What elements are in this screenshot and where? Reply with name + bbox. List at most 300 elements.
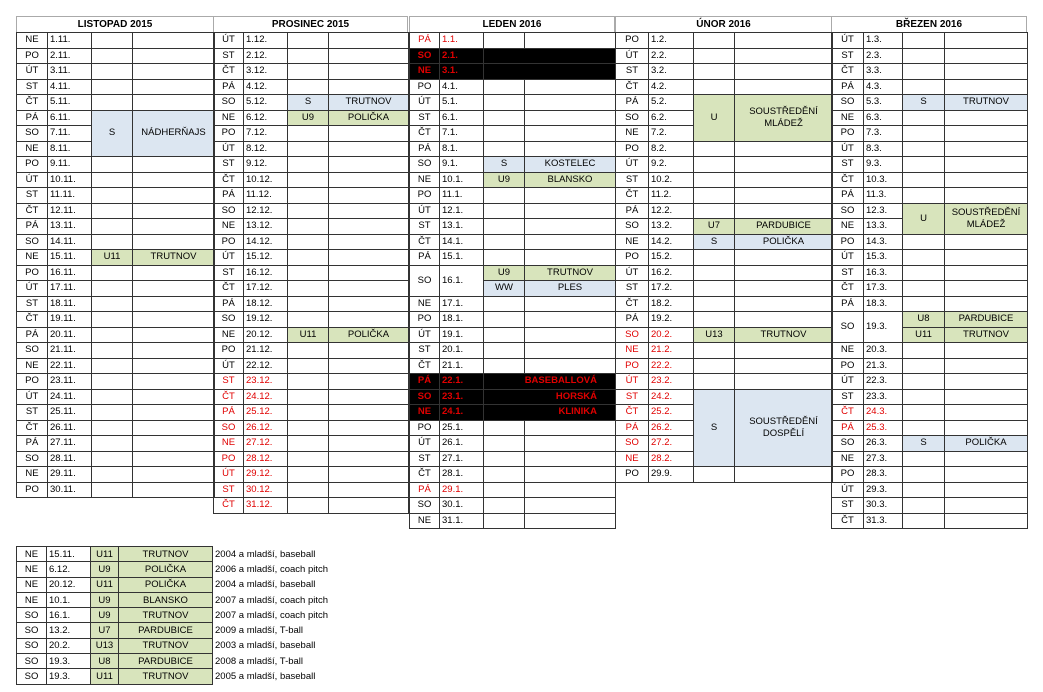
day-row (214, 374, 409, 390)
day-row (616, 327, 833, 343)
legend-row (17, 577, 373, 592)
day-row (214, 436, 409, 452)
day-name: NE (17, 33, 48, 49)
day-date: 8.12. (244, 141, 288, 157)
day-date: 7.11. (48, 126, 92, 142)
day-date: 5.3. (864, 95, 903, 111)
event-name: TRUTNOV (945, 95, 1028, 111)
day-name: ÚT (17, 172, 48, 188)
day-row (214, 157, 409, 173)
day-date: 6.11. (48, 110, 92, 126)
event-empty (133, 219, 215, 235)
event-empty (525, 188, 616, 204)
day-date: 9.3. (864, 157, 903, 173)
day-row (17, 203, 215, 219)
legend-day: SO (17, 623, 47, 638)
event-empty (288, 250, 329, 266)
day-row (410, 420, 616, 436)
event-empty (288, 482, 329, 498)
day-name: SO (410, 389, 440, 405)
day-date: 24.1. (440, 405, 484, 421)
day-name: NE (214, 327, 244, 343)
day-name: ÚT (17, 281, 48, 297)
day-name: PÁ (832, 296, 864, 312)
day-name: ČT (616, 79, 649, 95)
day-name: PÁ (214, 296, 244, 312)
event-empty (484, 48, 616, 64)
day-date: 8.3. (864, 141, 903, 157)
day-row (832, 296, 1028, 312)
legend-day: NE (17, 592, 47, 607)
event-empty (329, 234, 409, 250)
event-empty (525, 296, 616, 312)
legend-place: TRUTNOV (119, 547, 213, 562)
day-row (832, 64, 1028, 80)
day-name: ČT (214, 389, 244, 405)
event-empty (329, 420, 409, 436)
event-empty (694, 188, 735, 204)
day-row (410, 48, 616, 64)
event-empty (525, 234, 616, 250)
day-date: 4.12. (244, 79, 288, 95)
day-row (214, 95, 409, 111)
event-name: KOSTELEC (525, 157, 616, 173)
day-date: 3.11. (48, 64, 92, 80)
event-empty (525, 126, 616, 142)
day-name: ST (410, 451, 440, 467)
day-date: 23.12. (244, 374, 288, 390)
event-team: U11 (92, 250, 133, 266)
event-empty (694, 250, 735, 266)
day-name: ÚT (410, 327, 440, 343)
event-empty (92, 312, 133, 328)
day-row (17, 327, 215, 343)
event-empty (329, 48, 409, 64)
day-date: 25.2. (649, 405, 694, 421)
legend-desc: 2007 a mladší, coach pitch (215, 609, 329, 621)
event-empty (694, 343, 735, 359)
event-empty (133, 374, 215, 390)
legend-day: SO (17, 669, 47, 684)
day-name: ST (214, 374, 244, 390)
event-empty (92, 203, 133, 219)
day-row (214, 250, 409, 266)
event-empty (288, 358, 329, 374)
legend-row (17, 638, 373, 653)
day-name: PÁ (410, 33, 440, 49)
day-date: 27.12. (244, 436, 288, 452)
event-empty (288, 296, 329, 312)
day-date: 19.3. (864, 312, 903, 343)
event-empty (945, 405, 1028, 421)
day-name: PO (616, 467, 649, 483)
day-name: NE (832, 451, 864, 467)
event-empty (92, 451, 133, 467)
day-date: 2.11. (48, 48, 92, 64)
day-date: 6.1. (440, 110, 484, 126)
day-row (832, 141, 1028, 157)
day-row (17, 95, 215, 111)
day-name: NE (214, 110, 244, 126)
event-empty (735, 250, 833, 266)
day-row (410, 498, 616, 514)
event-team: U11 (288, 327, 329, 343)
day-row (17, 48, 215, 64)
event-empty (484, 110, 525, 126)
day-name: NE (410, 64, 440, 80)
day-name: SO (410, 498, 440, 514)
day-row (410, 389, 616, 405)
day-row (616, 467, 833, 483)
day-name: SO (616, 110, 649, 126)
day-date: 9.1. (440, 157, 484, 173)
event-empty (903, 358, 945, 374)
day-name: SO (17, 126, 48, 142)
day-row (17, 79, 215, 95)
event-empty (484, 126, 525, 142)
legend-place: PARDUBICE (119, 654, 213, 669)
event-empty (92, 467, 133, 483)
day-row (410, 219, 616, 235)
day-name: ÚT (832, 141, 864, 157)
day-name: ST (616, 389, 649, 405)
day-date: 29.11. (48, 467, 92, 483)
month-jan (409, 16, 615, 529)
day-row (616, 48, 833, 64)
day-row (214, 64, 409, 80)
day-date: 9.11. (48, 157, 92, 173)
legend-date: 19.3. (47, 654, 91, 669)
event-empty (92, 234, 133, 250)
day-name: PÁ (616, 312, 649, 328)
day-row (214, 343, 409, 359)
event-empty (329, 188, 409, 204)
legend-team: U11 (91, 669, 119, 684)
day-date: 4.11. (48, 79, 92, 95)
day-date: 2.2. (649, 48, 694, 64)
event-empty (945, 64, 1028, 80)
event-empty (484, 250, 525, 266)
day-row (616, 157, 833, 173)
event-empty (288, 405, 329, 421)
event-empty (945, 389, 1028, 405)
day-name: SO (832, 203, 864, 219)
event-empty (903, 482, 945, 498)
legend-date: 6.12. (47, 562, 91, 577)
day-row (410, 79, 616, 95)
event-name: SOUSTŘEDĚNÍ MLÁDEŽ (735, 95, 833, 142)
event-empty (329, 64, 409, 80)
event-empty (945, 33, 1028, 49)
event-empty (484, 188, 525, 204)
event-empty (525, 420, 616, 436)
day-name: ÚT (410, 436, 440, 452)
event-empty (484, 482, 525, 498)
event-team: WW (484, 281, 525, 297)
event-empty (288, 172, 329, 188)
day-name: SO (17, 343, 48, 359)
event-empty (329, 79, 409, 95)
day-row (832, 312, 1028, 328)
day-date: 27.2. (649, 436, 694, 452)
day-name: ST (214, 265, 244, 281)
day-name: ÚT (410, 203, 440, 219)
event-empty (903, 420, 945, 436)
day-date: 16.1. (440, 265, 484, 296)
event-empty (329, 157, 409, 173)
event-empty (329, 172, 409, 188)
day-row (214, 219, 409, 235)
day-date: 10.12. (244, 172, 288, 188)
day-date: 23.3. (864, 389, 903, 405)
event-empty (484, 498, 525, 514)
day-row (410, 188, 616, 204)
day-name: ST (410, 219, 440, 235)
day-name: SO (410, 157, 440, 173)
event-empty (694, 79, 735, 95)
day-date: 28.3. (864, 467, 903, 483)
month-table (16, 32, 215, 498)
day-name: ST (17, 79, 48, 95)
day-date: 27.1. (440, 451, 484, 467)
event-empty (329, 482, 409, 498)
day-date: 2.1. (440, 48, 484, 64)
event-name: BLANSKO (525, 172, 616, 188)
day-date: 11.2. (649, 188, 694, 204)
legend-place: POLIČKA (119, 577, 213, 592)
day-date: 18.2. (649, 296, 694, 312)
day-date: 15.12. (244, 250, 288, 266)
event-empty (92, 327, 133, 343)
event-empty (903, 141, 945, 157)
day-date: 21.1. (440, 358, 484, 374)
day-name: NE (17, 467, 48, 483)
event-empty (525, 33, 616, 49)
day-row (616, 95, 833, 111)
day-name: ČT (17, 203, 48, 219)
day-row (214, 327, 409, 343)
day-date: 25.3. (864, 420, 903, 436)
day-name: ČT (616, 296, 649, 312)
legend-row (17, 547, 373, 562)
legend-row (17, 623, 373, 638)
event-empty (484, 420, 525, 436)
day-row (410, 95, 616, 111)
day-name: ČT (832, 513, 864, 529)
day-name: ÚT (214, 250, 244, 266)
day-date: 19.2. (649, 312, 694, 328)
day-date: 4.1. (440, 79, 484, 95)
day-date: 17.3. (864, 281, 903, 297)
legend-row (17, 669, 373, 684)
day-date: 30.1. (440, 498, 484, 514)
event-empty (484, 95, 525, 111)
legend-row (17, 608, 373, 623)
event-name: TRUTNOV (525, 265, 616, 281)
day-row (17, 33, 215, 49)
day-row (17, 296, 215, 312)
day-date: 5.1. (440, 95, 484, 111)
day-row (410, 374, 616, 390)
day-date: 25.12. (244, 405, 288, 421)
day-date: 29.12. (244, 467, 288, 483)
event-empty (288, 436, 329, 452)
event-empty (525, 250, 616, 266)
event-empty (133, 296, 215, 312)
day-name: NE (616, 343, 649, 359)
day-name: SO (214, 420, 244, 436)
day-date: 13.12. (244, 219, 288, 235)
day-row (17, 188, 215, 204)
event-empty (694, 141, 735, 157)
day-name: ČT (410, 358, 440, 374)
event-empty (945, 343, 1028, 359)
event-empty (288, 498, 329, 514)
day-name: PO (214, 343, 244, 359)
event-team: U9 (484, 265, 525, 281)
event-empty (525, 110, 616, 126)
day-row (616, 79, 833, 95)
day-date: 24.3. (864, 405, 903, 421)
legend-date: 20.12. (47, 577, 91, 592)
day-name: SO (17, 451, 48, 467)
event-empty (903, 343, 945, 359)
day-row (410, 265, 616, 281)
day-date: 8.2. (649, 141, 694, 157)
day-row (616, 64, 833, 80)
day-name: PÁ (17, 327, 48, 343)
day-date: 10.2. (649, 172, 694, 188)
day-name: ST (832, 157, 864, 173)
legend-place: POLIČKA (119, 562, 213, 577)
event-empty (735, 141, 833, 157)
month-nov (16, 16, 214, 498)
event-empty (92, 79, 133, 95)
day-date: 30.3. (864, 498, 903, 514)
month-feb (615, 16, 832, 483)
day-row (832, 451, 1028, 467)
legend-date: 20.2. (47, 638, 91, 653)
day-name: NE (410, 172, 440, 188)
event-empty (903, 79, 945, 95)
day-date: 16.2. (649, 265, 694, 281)
day-row (616, 389, 833, 405)
day-row (616, 296, 833, 312)
legend-day: NE (17, 577, 47, 592)
day-row (17, 482, 215, 498)
event-team: S (903, 95, 945, 111)
event-empty (329, 265, 409, 281)
event-empty (133, 33, 215, 49)
event-empty (945, 296, 1028, 312)
day-name: PO (832, 234, 864, 250)
day-row (616, 234, 833, 250)
day-date: 22.1. (440, 374, 484, 390)
day-row (832, 358, 1028, 374)
day-name: PO (616, 358, 649, 374)
day-name: PÁ (214, 188, 244, 204)
day-name: ČT (616, 188, 649, 204)
day-date: 14.3. (864, 234, 903, 250)
day-date: 5.11. (48, 95, 92, 111)
day-row (616, 141, 833, 157)
day-date: 7.12. (244, 126, 288, 142)
event-empty (945, 420, 1028, 436)
event-empty (92, 265, 133, 281)
event-empty (735, 281, 833, 297)
day-date: 1.1. (440, 33, 484, 49)
day-date: 15.11. (48, 250, 92, 266)
day-name: ÚT (616, 374, 649, 390)
day-name: ÚT (616, 48, 649, 64)
day-date: 12.12. (244, 203, 288, 219)
day-row (17, 420, 215, 436)
event-empty (525, 312, 616, 328)
event-empty (484, 358, 525, 374)
event-empty (945, 451, 1028, 467)
day-date: 27.3. (864, 451, 903, 467)
day-date: 17.11. (48, 281, 92, 297)
day-name: PÁ (410, 374, 440, 390)
event-empty (133, 451, 215, 467)
day-row (410, 203, 616, 219)
event-empty (525, 79, 616, 95)
event-empty (525, 467, 616, 483)
event-empty (694, 48, 735, 64)
event-empty (945, 281, 1028, 297)
event-team: U11 (903, 327, 945, 343)
event-team: U13 (694, 327, 735, 343)
event-empty (694, 281, 735, 297)
legend-desc: 2004 a mladší, baseball (215, 579, 316, 591)
day-date: 26.1. (440, 436, 484, 452)
day-date: 23.1. (440, 389, 484, 405)
day-date: 9.2. (649, 157, 694, 173)
day-date: 23.2. (649, 374, 694, 390)
event-empty (694, 157, 735, 173)
day-row (410, 405, 616, 421)
event-team: U7 (694, 219, 735, 235)
day-date: 28.2. (649, 451, 694, 467)
day-date: 12.11. (48, 203, 92, 219)
day-name: PÁ (616, 203, 649, 219)
day-name: PÁ (17, 219, 48, 235)
event-empty (525, 498, 616, 514)
event-empty (735, 467, 833, 483)
day-row (410, 126, 616, 142)
event-empty (735, 188, 833, 204)
legend-team: U9 (91, 592, 119, 607)
legend-team: U13 (91, 638, 119, 653)
day-row (17, 250, 215, 266)
event-empty (945, 250, 1028, 266)
event-empty (288, 281, 329, 297)
day-row (410, 513, 616, 529)
day-row (214, 33, 409, 49)
event-empty (484, 327, 525, 343)
day-name: PO (17, 265, 48, 281)
day-row (410, 157, 616, 173)
event-empty (288, 48, 329, 64)
event-team: S (694, 234, 735, 250)
day-date: 11.11. (48, 188, 92, 204)
legend-team: U7 (91, 623, 119, 638)
day-name: PO (17, 374, 48, 390)
day-name: ST (410, 343, 440, 359)
event-empty (735, 48, 833, 64)
event-empty (484, 436, 525, 452)
day-name: ÚT (214, 467, 244, 483)
